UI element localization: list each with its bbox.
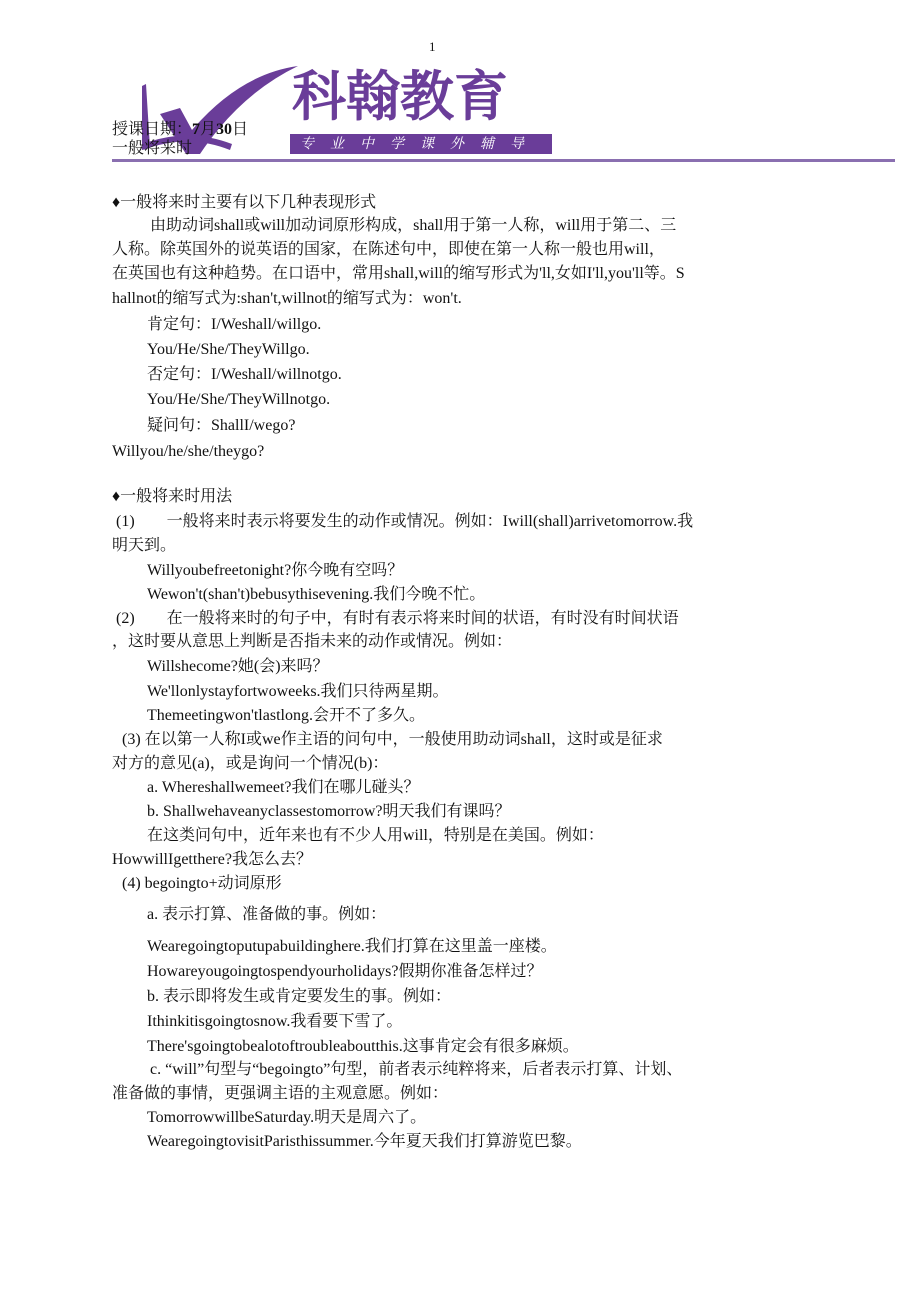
text-line: c. “will”句型与“begoingto”句型，前者表示纯粹将来，后者表示打算、计划、 [150, 1061, 683, 1078]
text-line: 否定句：I/Weshall/willnotgo. [147, 366, 342, 383]
text-line: 肯定句：I/Weshall/willgo. [147, 316, 322, 333]
text-line: ，这时要从意思上判断是否指未来的动作或情况。例如： [112, 633, 513, 650]
text-line: You/He/She/TheyWillgo. [147, 341, 310, 358]
logo-tagline: 专业中学课外辅导 [290, 134, 552, 154]
text-line: (4) begoingto+动词原形 [122, 875, 282, 892]
text-line: 准备做的事情，更强调主语的主观意愿。例如： [112, 1085, 449, 1102]
text-line: 在这类问句中，近年来也有不少人用will，特别是在美国。例如： [147, 827, 604, 844]
text-line: 人称。除英国外的说英语的国家，在陈述句中，即使在第一人称一般也用will， [112, 241, 665, 258]
text-line: b. Shallwehaveanyclassestomorrow?明天我们有课吗？ [147, 803, 511, 820]
text-line: Wearegoingtoputupabuildinghere.我们打算在这里盖一座楼。 [147, 938, 557, 955]
logo-title: 科翰教育 [292, 65, 508, 128]
section-heading: ♦一般将来时主要有以下几种表现形式 [112, 194, 377, 211]
text-line: hallnot的缩写式为:shan't,willnot的缩写式为：won't. [112, 290, 462, 307]
text-line: 疑问句：ShallI/wego? [147, 417, 296, 434]
text-line: a. 表示打算、准备做的事。例如： [147, 906, 387, 923]
text-line: 由助动词shall或will加动词原形构成，shall用于第一人称，will用于第二、三 [150, 217, 677, 234]
text-line: TomorrowwillbeSaturday.明天是周六了。 [147, 1109, 427, 1126]
lesson-topic: 一般将来时 [112, 140, 193, 157]
text-line: We'llonlystayfortwoweeks.我们只待两星期。 [147, 683, 449, 700]
date-label: 授课日期： [112, 121, 193, 138]
text-line: Willyou/he/she/theygo? [112, 443, 265, 460]
text-line: Themeetingwon'tlastlong.会开不了多久。 [147, 707, 425, 724]
text-line: 对方的意见(a)，或是询问一个情况(b)： [112, 755, 389, 772]
day-unit: 日 [232, 121, 249, 138]
text-line: HowwillIgetthere?我怎么去？ [112, 851, 312, 868]
date-month: 7 [192, 121, 201, 138]
text-line: You/He/She/TheyWillnotgo. [147, 391, 331, 408]
text-line: Howareyougoingtospendyourholidays?假期你准备怎样过？ [147, 963, 543, 980]
text-line: WearegoingtovisitParisthissummer.今年夏天我们打算游览巴黎。 [147, 1133, 582, 1150]
text-line: b. 表示即将发生或肯定要发生的事。例如： [147, 988, 452, 1005]
section-heading: ♦一般将来时用法 [112, 488, 233, 505]
text-line: a. Whereshallwemeet?我们在哪儿碰头？ [147, 779, 420, 796]
text-line: There'sgoingtobealotoftroubleaboutthis.这事肯定会有很多麻烦。 [147, 1038, 579, 1055]
text-line: 在英国也有这种趋势。在口语中，常用shall,will的缩写形式为'll,女如I'll,you'll等。S [112, 265, 685, 282]
date-day: 30 [216, 121, 233, 138]
page-number: 1 [429, 39, 436, 54]
text-line: Willyoubefreetonight?你今晚有空吗？ [147, 562, 404, 579]
text-line: (1) 一般将来时表示将要发生的动作或情况。例如：Iwill(shall)arrivetomorrow.我 [116, 513, 694, 530]
text-line: Willshecome?她(会)来吗？ [147, 658, 329, 675]
header-divider [112, 159, 895, 162]
text-line: Ithinkitisgoingtosnow.我看要下雪了。 [147, 1013, 403, 1030]
text-line: (2) 在一般将来时的句子中，有时有表示将来时间的状语，有时没有时间状语 [116, 610, 679, 627]
month-unit: 月 [200, 121, 217, 138]
text-line: Wewon't(shan't)bebusythisevening.我们今晚不忙。 [147, 586, 486, 603]
lesson-date [112, 120, 248, 140]
text-line: 明天到。 [112, 537, 177, 554]
text-line: (3) 在以第一人称I或we作主语的问句中，一般使用助动词shall，这时或是征求 [122, 731, 663, 748]
